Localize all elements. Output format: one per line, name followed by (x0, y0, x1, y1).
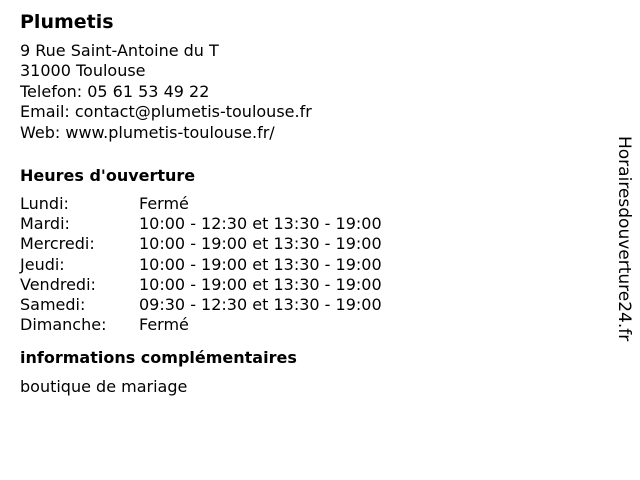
site-watermark: Horairesdouverture24.fr (614, 136, 634, 342)
day-hours: Fermé (139, 315, 189, 335)
hours-row-thursday (20, 255, 600, 275)
day-hours: 10:00 - 19:00 et 13:30 - 19:00 (139, 234, 382, 254)
day-label: Jeudi: (20, 254, 65, 274)
day-hours: 09:30 - 12:30 et 13:30 - 19:00 (139, 295, 382, 315)
day-hours: 10:00 - 12:30 et 13:30 - 19:00 (139, 214, 382, 234)
day-hours: 10:00 - 19:00 et 13:30 - 19:00 (139, 254, 382, 274)
info-text: boutique de mariage (20, 377, 188, 397)
day-label: Dimanche: (20, 315, 107, 335)
hours-row-monday (20, 194, 600, 214)
address-line-1: 9 Rue Saint-Antoine du T (20, 41, 219, 60)
hours-heading: Heures d'ouverture (20, 166, 196, 186)
info-heading: informations complémentaires (20, 348, 297, 368)
web-line: Web: www.plumetis-toulouse.fr/ (20, 122, 275, 142)
day-label: Mardi: (20, 214, 70, 234)
day-hours: 10:00 - 19:00 et 13:30 - 19:00 (139, 274, 382, 294)
hours-row-friday (20, 275, 600, 295)
day-label: Mercredi: (20, 234, 95, 254)
contact-block (20, 41, 600, 143)
hours-row-saturday (20, 295, 600, 315)
hours-row-tuesday (20, 214, 600, 234)
day-hours: Fermé (139, 194, 189, 214)
hours-row-wednesday (20, 234, 600, 254)
day-label: Samedi: (20, 295, 86, 315)
business-card (20, 10, 600, 397)
hours-row-sunday (20, 315, 600, 335)
day-label: Vendredi: (20, 274, 96, 294)
day-label: Lundi: (20, 194, 69, 214)
phone-line: Telefon: 05 61 53 49 22 (20, 81, 210, 101)
address-line-2: 31000 Toulouse (20, 61, 146, 81)
hours-table (20, 194, 600, 335)
email-line: Email: contact@plumetis-toulouse.fr (20, 102, 312, 122)
business-name: Plumetis (20, 11, 114, 33)
